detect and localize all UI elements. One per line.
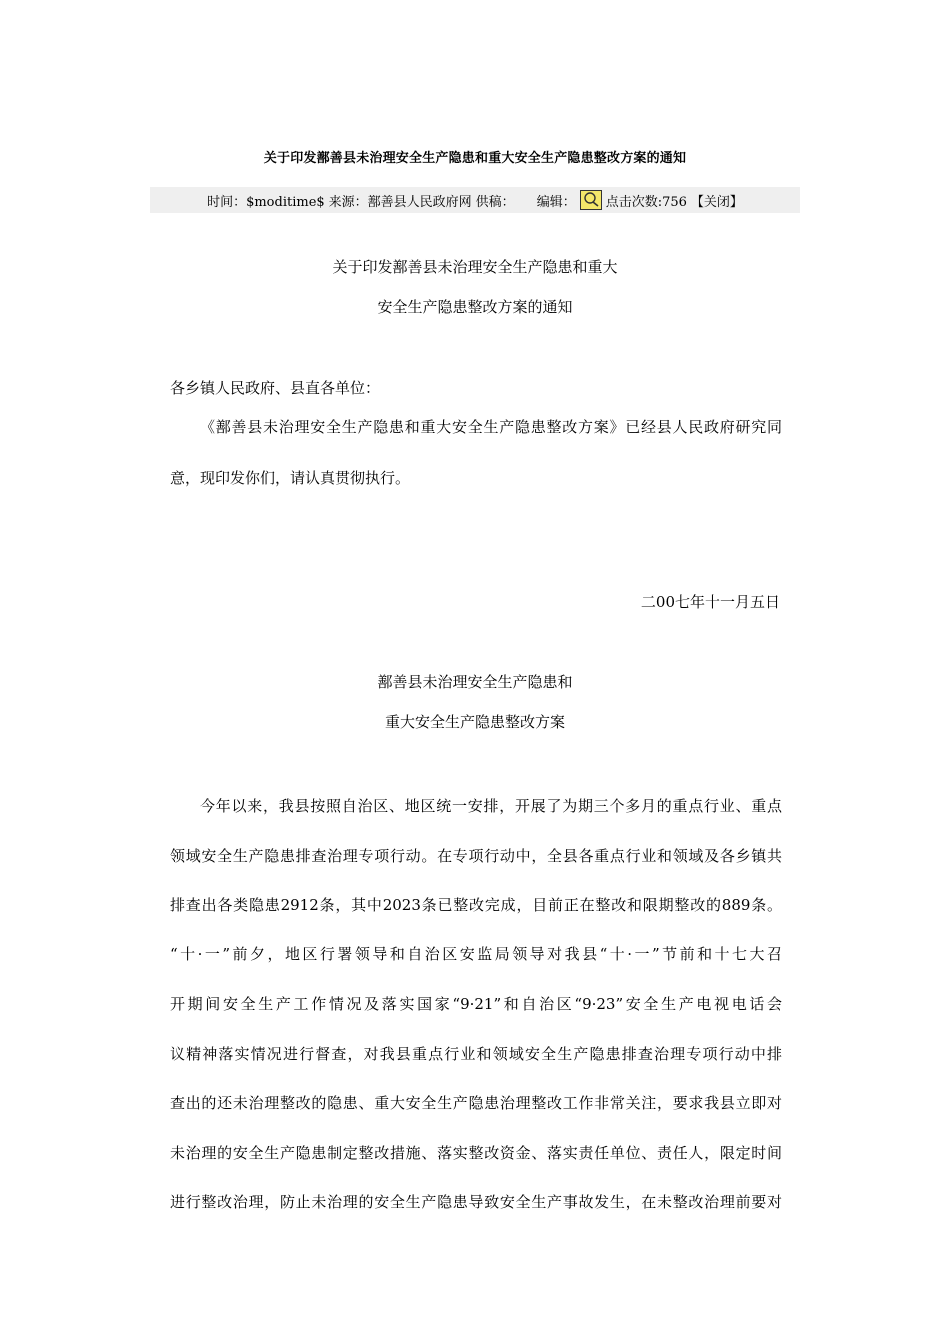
plan-body-line: 议精神落实情况进行督查，对我县重点行业和领域安全生产隐患排查治理专项行动中排 bbox=[170, 1045, 782, 1063]
article-meta-bar bbox=[150, 187, 800, 213]
notice-body-line-2: 意，现印发你们，请认真贯彻执行。 bbox=[170, 469, 411, 487]
plan-title-line-2: 重大安全生产隐患整改方案 bbox=[384, 713, 565, 731]
notice-title-line-2: 安全生产隐患整改方案的通知 bbox=[377, 298, 573, 316]
plan-title-line-1: 鄯善县未治理安全生产隐患和 bbox=[377, 673, 573, 691]
edit-icon[interactable] bbox=[580, 190, 602, 210]
meta-contributor: 供稿： bbox=[475, 194, 515, 210]
meta-time: 时间：$moditime$ bbox=[207, 194, 325, 210]
notice-title-line-1: 关于印发鄯善县未治理安全生产隐患和重大 bbox=[332, 258, 618, 276]
plan-body-line: 进行整改治理，防止未治理的安全生产隐患导致安全生产事故发生，在未整改治理前要对 bbox=[170, 1193, 782, 1211]
meta-editor: 编辑： bbox=[536, 194, 576, 210]
plan-body-line: “十·一”前夕，地区行署领导和自治区安监局领导对我县“十·一”节前和十七大召 bbox=[170, 945, 782, 963]
notice-date: 二00七年十一月五日 bbox=[640, 593, 780, 611]
meta-source: 来源：鄯善县人民政府网 bbox=[328, 194, 472, 210]
plan-body-line: 今年以来，我县按照自治区、地区统一安排，开展了为期三个多月的重点行业、重点 bbox=[200, 797, 782, 815]
meta-click-count: 点击次数:756 bbox=[605, 194, 687, 210]
plan-body-line: 开期间安全生产工作情况及落实国家“9·21”和自治区“9·23”安全生产电视电话会 bbox=[170, 995, 782, 1013]
plan-body-line: 领域安全生产隐患排查治理专项行动。在专项行动中，全县各重点行业和领域及各乡镇共 bbox=[170, 847, 782, 865]
notice-salutation: 各乡镇人民政府、县直各单位： bbox=[170, 379, 381, 397]
plan-body-line: 排查出各类隐患2912条，其中2023条已整改完成，目前正在整改和限期整改的889条。 bbox=[170, 896, 782, 914]
page-title: 关于印发鄯善县未治理安全生产隐患和重大安全生产隐患整改方案的通知 bbox=[263, 151, 687, 166]
close-link[interactable]: 【关闭】 bbox=[690, 194, 743, 210]
plan-body-line: 查出的还未治理整改的隐患、重大安全生产隐患治理整改工作非常关注，要求我县立即对 bbox=[170, 1094, 782, 1112]
plan-body-line: 未治理的安全生产隐患制定整改措施、落实整改资金、落实责任单位、责任人，限定时间 bbox=[170, 1144, 782, 1162]
notice-body-line-1: 《鄯善县未治理安全生产隐患和重大安全生产隐患整改方案》已经县人民政府研究同 bbox=[200, 418, 782, 436]
